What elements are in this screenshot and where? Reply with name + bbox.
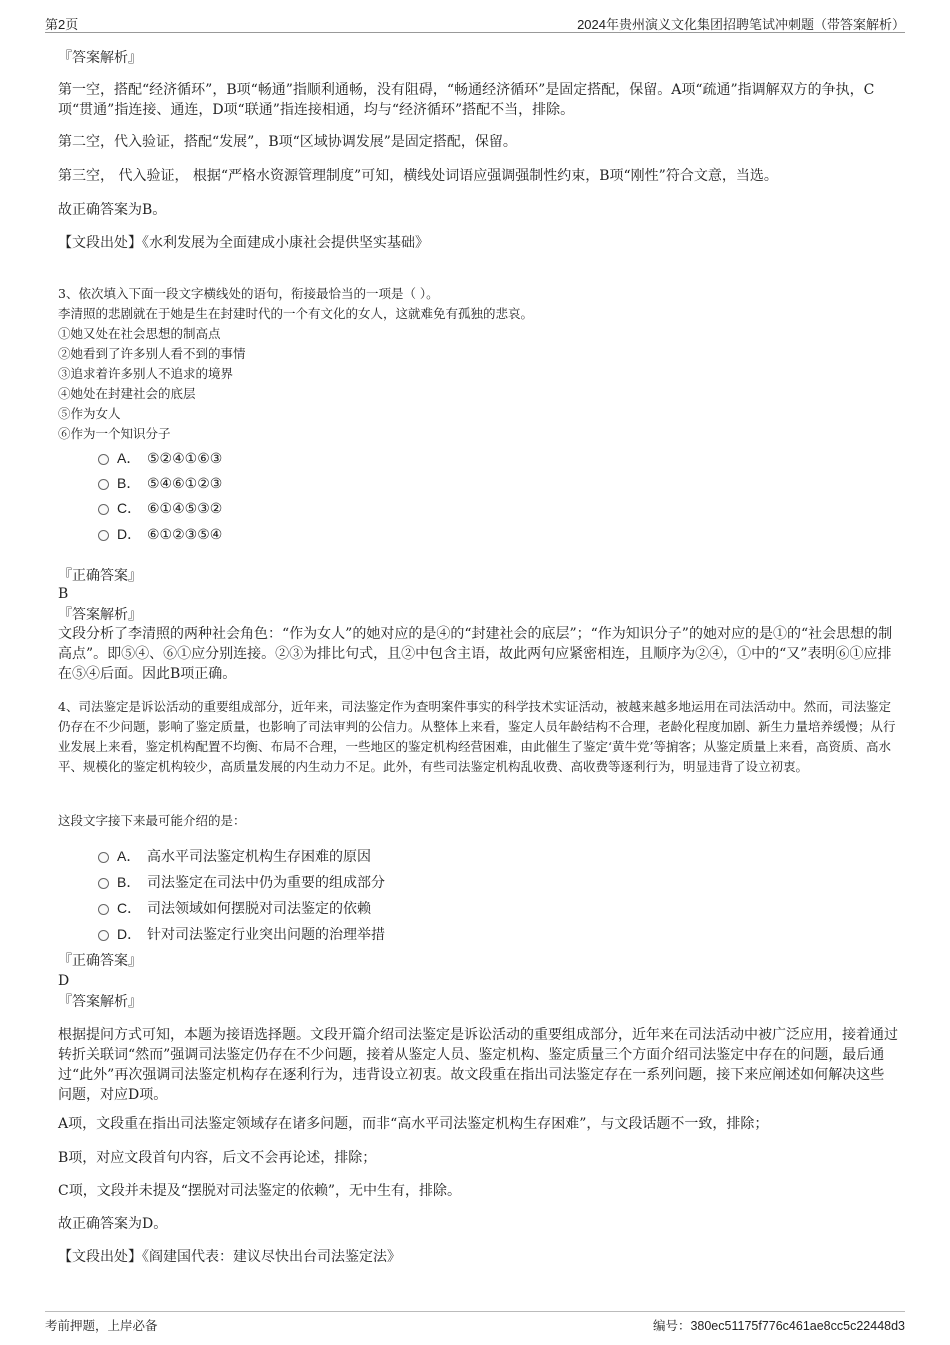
document-id <box>653 1316 905 1334</box>
radio-circle-icon[interactable] <box>98 878 109 889</box>
q4-analysis-p2: A项，文段重在指出司法鉴定领域存在诸多问题，而非“高水平司法鉴定机构生存困难”，与文段话题不一致，排除； <box>58 1116 769 1132</box>
radio-circle-icon[interactable] <box>98 454 109 465</box>
q3-item-1: ①她又处在社会思想的制高点 <box>58 326 221 341</box>
q4-option-a[interactable]: A． 高水平司法鉴定机构生存困难的原因 <box>96 845 371 867</box>
q3-item-4: ④她处在封建社会的底层 <box>58 386 196 401</box>
q2-conclusion: 故正确答案为B。 <box>58 202 167 218</box>
q3-stem: 3、依次填入下面一段文字横线处的语句，衔接最恰当的一项是（ ）。 <box>58 286 439 301</box>
q4-answer-tag: 『正确答案』 <box>58 953 142 969</box>
q4-analysis-tag: 『答案解析』 <box>58 994 142 1010</box>
q3-option-d[interactable]: D． ⑥①②③⑤④ <box>96 523 222 545</box>
q3-item-3: ③追求着许多别人不追求的境界 <box>58 366 234 381</box>
q4-option-b[interactable]: B． 司法鉴定在司法中仍为重要的组成部分 <box>96 871 385 893</box>
q3-item-5: ⑤作为女人 <box>58 406 121 421</box>
radio-circle-icon[interactable] <box>98 479 109 490</box>
q2-analysis-p2: 第二空，代入验证，搭配“发展”，B项“区域协调发展”是固定搭配，保留。 <box>58 134 517 150</box>
q3-option-c[interactable]: C． ⑥①④⑤③② <box>96 497 222 519</box>
document-id-label: 编号： <box>652 1318 691 1333</box>
q3-item-2: ②她看到了许多别人看不到的事情 <box>58 346 246 361</box>
q4-stem: 4、司法鉴定是诉讼活动的重要组成部分，近年来，司法鉴定作为查明案件事实的科学技术实证活动，被越来越多地运用在司法活动中。然而，司法鉴定仍存在不少问题，影响了鉴定质量，也影响了司法审判的公信力。从整体上来看，鉴定人员年龄结构不合理，老龄化程度加剧、新生力量培养缓慢；从行业发展上来看，鉴定机构配置不均衡、布局不合理，一些地区的鉴定机构经营困难，由此催生了鉴定‘黄牛党’等掮客；从鉴定质量上来看，高资质、高水平、规模化的鉴定机构较少，高质量发展的内生动力不足。此外，有些司法鉴定机构乱收费、高收费等逐利行为，明显违背了设立初衷。 <box>58 699 896 774</box>
q3-analysis: 文段分析了李清照的两种社会角色：“作为女人”的她对应的是④的“封建社会的底层”；“作为知识分子”的她对应的是①的“社会思想的制高点”。即⑤④、⑥①应分别连接。②③为排比句式，且②中包含主语，故此两句应紧密相连，且顺序为②④，①中的“又”表明⑥①应排在⑤④后面。因此B项正确。 <box>58 626 893 682</box>
q4-source: 【文段出处】《阎建国代表：建议尽快出台司法鉴定法》 <box>58 1249 401 1265</box>
q3-answer-tag: 『正确答案』 <box>58 568 142 584</box>
page-header <box>45 12 905 33</box>
document-title: 2024年贵州演义文化集团招聘笔试冲刺题（带答案解析） <box>577 17 905 32</box>
q2-source: 【文段出处】《水利发展为全面建成小康社会提供坚实基础》 <box>58 235 429 251</box>
document-id-code: 380ec51175f776c461ae8cc5c22448d3 <box>690 1319 905 1333</box>
q3-item-6: ⑥作为一个知识分子 <box>58 426 171 441</box>
q4-analysis-p3: B项，对应文段首句内容，后文不会再论述，排除； <box>58 1150 377 1166</box>
q3-option-b[interactable]: B． ⑤④⑥①②③ <box>96 472 222 494</box>
q3-intro: 李清照的悲剧就在于她是生在封建时代的一个有文化的女人，这就难免有孤独的悲哀。 <box>58 306 534 321</box>
q2-analysis-tag: 『答案解析』 <box>58 50 142 66</box>
q4-analysis-p1: 根据提问方式可知，本题为接语选择题。文段开篇介绍司法鉴定是诉讼活动的重要组成部分，近年来在司法活动中被广泛应用，接着通过转折关联词“然而”强调司法鉴定仍存在不少问题，接着从鉴定人员、鉴定机构、鉴定质量三个方面介绍司法鉴定中存在的问题，最后通过“此外”再次强调司法鉴定机构存在逐利行为，违背设立初衷。故文段重在指出司法鉴定存在一系列问题，接下来应阐述如何解决这些问题，对应D项。 <box>58 1027 898 1103</box>
q4-option-d[interactable]: D． 针对司法鉴定行业突出问题的治理举措 <box>96 923 385 945</box>
radio-circle-icon[interactable] <box>98 904 109 915</box>
page-footer <box>45 1311 905 1334</box>
page-number: 第2页 <box>45 17 79 32</box>
q4-option-c[interactable]: C． 司法领域如何摆脱对司法鉴定的依赖 <box>96 897 371 919</box>
q3-option-a[interactable]: A． ⑤②④①⑥③ <box>96 447 222 469</box>
radio-circle-icon[interactable] <box>98 504 109 515</box>
q4-conclusion: 故正确答案为D。 <box>58 1216 168 1232</box>
q4-question: 这段文字接下来最可能介绍的是： <box>58 813 246 828</box>
q3-answer: B <box>58 586 69 602</box>
radio-circle-icon[interactable] <box>98 930 109 941</box>
q2-analysis-p3: 第三空， 代入验证， 根据“严格水资源管理制度”可知，横线处词语应强调强制性约束，B项“刚性”符合文意，当选。 <box>58 168 778 184</box>
radio-circle-icon[interactable] <box>98 852 109 863</box>
q3-analysis-tag: 『答案解析』 <box>58 607 142 623</box>
footer-slogan: 考前押题，上岸必备 <box>45 1318 158 1333</box>
radio-circle-icon[interactable] <box>98 530 109 541</box>
q4-answer: D <box>58 973 70 989</box>
q2-analysis-p1: 第一空，搭配“经济循环”，B项“畅通”指顺利通畅，没有阻碍，“畅通经济循环”是固定搭配，保留。A项“疏通”指调解双方的争执，C项“贯通”指连接、通连，D项“联通”指连接相通，均与“经济循环”搭配不当，排除。 <box>58 82 875 118</box>
q4-analysis-p4: C项，文段并未提及“摆脱对司法鉴定的依赖”，无中生有，排除。 <box>58 1183 462 1199</box>
